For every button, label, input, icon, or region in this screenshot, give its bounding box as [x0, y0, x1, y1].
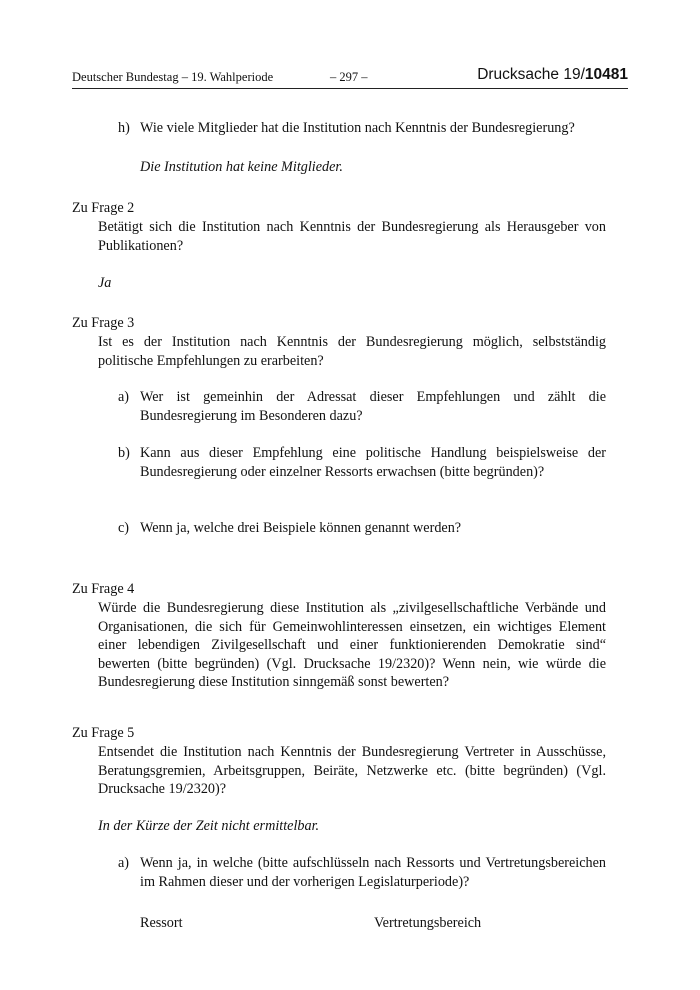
frage-4-label: Zu Frage 4 — [72, 581, 135, 597]
item-h-answer: Die Institution hat keine Mitglieder. — [140, 159, 343, 175]
frage-5-answer: In der Kürze der Zeit nicht ermittelbar. — [98, 818, 320, 834]
frage-4-question: Würde die Bundesregierung diese Institution als „zivilgesellschaftliche Verbände und Organisationen, die sich für Gemeinwohlinteressen einsetzen, ein wichtiges Element einer lebendigen Zivilgesellschaft und einer funktionierenden Demokratie sind“ bewerten (bitte begründen) (Vgl. Drucksache 19/2320)? Wenn nein, wie würde die Bundesregierung diese Institution sinngemäß sonst bewerten? — [98, 600, 606, 691]
frage-3-item-b-text: Kann aus dieser Empfehlung eine politische Handlung beispielsweise der Bundesregierung oder einzelner Ressorts erwachsen (bitte begründen)? — [140, 445, 606, 480]
item-h-marker: h) — [118, 120, 130, 136]
table-header-ressort: Ressort — [140, 915, 183, 931]
frage-3-item-b-marker: b) — [118, 445, 130, 461]
header-divider — [72, 88, 628, 89]
frage-5-item-a-text: Wenn ja, in welche (bitte aufschlüsseln nach Ressorts und Vertretungsbereichen im Rahmen dieser und der vorherigen Legislaturperiode)? — [140, 855, 606, 890]
frage-2-answer: Ja — [98, 275, 112, 291]
frage-3-item-c-text: Wenn ja, welche drei Beispiele können genannt werden? — [140, 520, 462, 536]
frage-5-item-a-marker: a) — [118, 855, 130, 871]
frage-3-label: Zu Frage 3 — [72, 315, 135, 331]
frage-2-question: Betätigt sich die Institution nach Kenntnis der Bundesregierung als Herausgeber von Publikationen? — [98, 219, 606, 254]
frage-3-item-a-marker: a) — [118, 389, 130, 405]
frage-3-item-c-marker: c) — [118, 520, 130, 536]
header-document-title: Deutscher Bundestag – 19. Wahlperiode — [72, 70, 274, 84]
frage-5-label: Zu Frage 5 — [72, 725, 135, 741]
header-drucksache — [477, 66, 628, 84]
frage-3-item-a-text: Wer ist gemeinhin der Adressat dieser Empfehlungen und zählt die Bundesregierung im Besonderen dazu? — [140, 389, 606, 424]
drucksache-number: 10481 — [584, 66, 628, 83]
drucksache-prefix: Drucksache 19/ — [477, 66, 585, 83]
frage-5-question: Entsendet die Institution nach Kenntnis der Bundesregierung Vertreter in Ausschüsse, Beratungsgremien, Arbeitsgruppen, Beiräte, Netzwerke etc. (bitte begründen) (Vgl. Drucksache 19/2320)? — [98, 744, 606, 798]
frage-2-label: Zu Frage 2 — [72, 200, 135, 216]
header-page-number: – 297 – — [330, 70, 368, 84]
table-header-vertretungsbereich: Vertretungsbereich — [374, 915, 482, 931]
item-h-question: Wie viele Mitglieder hat die Institution nach Kenntnis der Bundesregierung? — [140, 120, 575, 136]
frage-3-question: Ist es der Institution nach Kenntnis der Bundesregierung möglich, selbstständig politische Empfehlungen zu erarbeiten? — [98, 334, 606, 369]
